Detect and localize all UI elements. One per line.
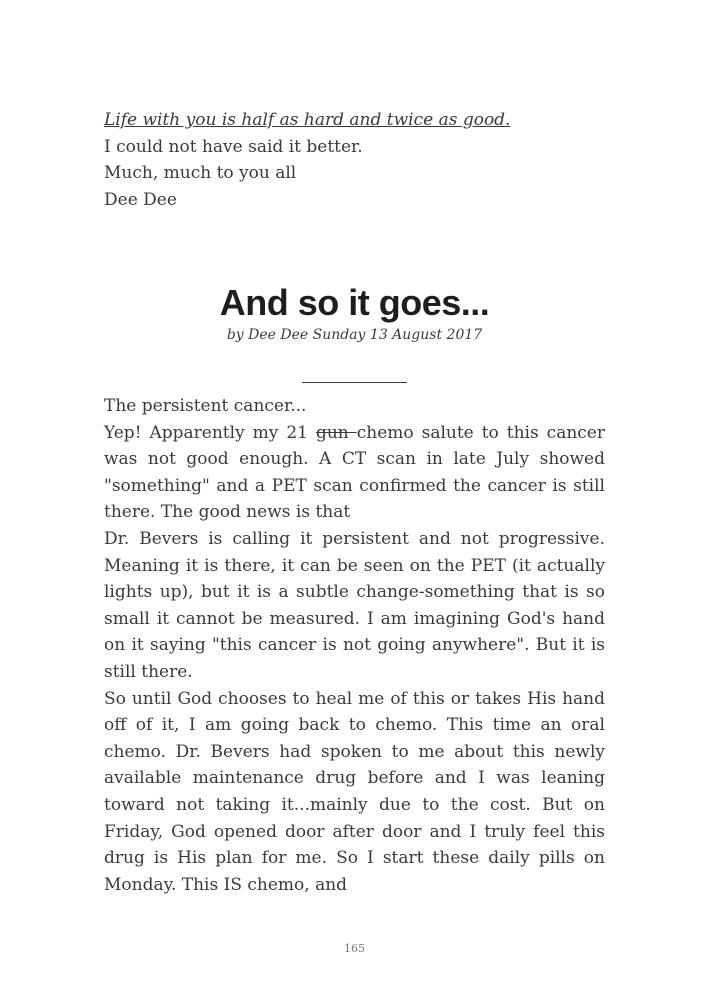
struck-word: gun — [315, 422, 357, 443]
article-byline: by Dee Dee Sunday 13 August 2017 — [226, 327, 483, 343]
paragraph-1 — [104, 420, 605, 526]
paragraph-3: So until God chooses to heal me of this or takes His hand off of it, I am going back to chemo. This time an oral chemo. Dr. Bevers had spoken to me about this newly available maintenance drug before and I was leaning toward not taking it...mainly due to the cost. But on Friday, God opened door after door and I truly feel this drug is His plan for me. So I start these daily pills on Monday. This IS chemo, and — [104, 688, 605, 895]
paragraph-1-rest: chemo salute to this cancer was not good enough. A CT scan in late July showed "something" and a PET scan confirmed the cancer is still there. The good news is that — [104, 422, 605, 523]
intro-line-2: Much, much to you all — [104, 163, 297, 184]
article-title: And so it goes... — [219, 282, 490, 323]
intro-line-1: I could not have said it better. — [104, 136, 363, 157]
intro-block — [104, 107, 605, 213]
page-number: 165 — [344, 942, 365, 955]
paragraph-2: Dr. Bevers is calling it persistent and not progressive. Meaning it is there, it can be seen on the PET (it actually lights up), but it is a subtle change-something that is so small it cannot be measured. I am imagining God's hand on it saying "this cancer is not going anywhere". But it is still there. — [104, 528, 605, 682]
intro-quote: Life with you is half as hard and twice as good. — [104, 110, 511, 130]
paragraph-1-start: Yep! Apparently my 21 — [104, 422, 316, 443]
opening-line: The persistent cancer... — [104, 396, 307, 416]
article-body — [104, 393, 605, 898]
separator-line — [302, 382, 407, 383]
intro-signature: Dee Dee — [104, 189, 177, 210]
